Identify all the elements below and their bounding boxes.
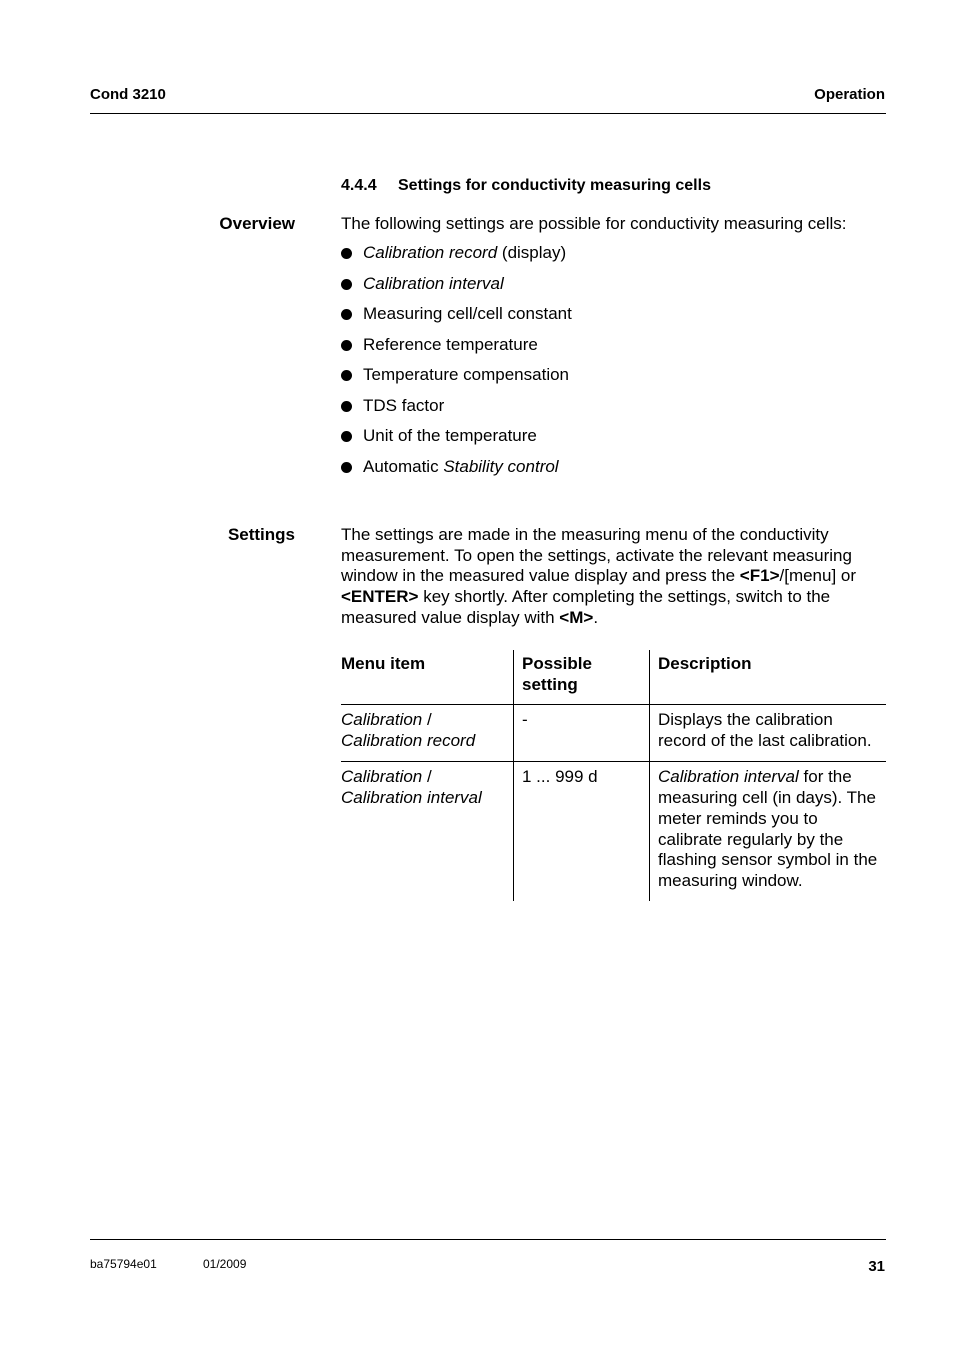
- list-item: Reference temperature: [341, 335, 572, 366]
- setting-cell: 1 ... 999 d: [514, 762, 650, 901]
- enter-key: <ENTER>: [341, 587, 419, 607]
- list-item: Automatic Stability control: [341, 457, 572, 488]
- header-rule: [90, 113, 886, 114]
- list-item: Unit of the temperature: [341, 426, 572, 457]
- settings-list: [341, 243, 572, 487]
- bullet-icon: [341, 340, 352, 351]
- menu-item-cell: Calibration / Calibration interval: [341, 762, 514, 901]
- list-item: TDS factor: [341, 396, 572, 427]
- running-header-chapter: Operation: [814, 86, 885, 103]
- description-cell: Calibration interval for the measuring cell (in days). The meter reminds you to calibrate regularly by the flashing sensor symbol in the measuring window.: [658, 767, 878, 890]
- footer-date: 01/2009: [203, 1257, 247, 1271]
- page-number: 31: [868, 1258, 885, 1275]
- list-item: Calibration record (display): [341, 243, 572, 274]
- overview-label: Overview: [219, 214, 295, 233]
- bullet-icon: [341, 462, 352, 473]
- bullet-icon: [341, 248, 352, 259]
- m-key: <M>: [559, 607, 594, 627]
- footer-rule: [90, 1239, 886, 1240]
- footer-document-id: ba75794e01: [90, 1257, 157, 1271]
- list-item: Calibration interval: [341, 274, 572, 305]
- menu-item-cell: Calibration / Calibration record: [341, 705, 514, 762]
- bullet-icon: [341, 309, 352, 320]
- bullet-icon: [341, 431, 352, 442]
- settings-table: [341, 650, 886, 901]
- f1-key: <F1>: [739, 566, 780, 586]
- section-number: 4.4.4: [341, 177, 377, 194]
- settings-paragraph: The settings are made in the measuring menu of the conductivity measurement. To open the settings, activate the relevant measuring window in the measured value display and press the <F1>/[menu] or <ENTER> key shortly. After completing the settings, switch to the measured value display with <M>.: [341, 525, 857, 627]
- column-header-menu-item: Menu item: [341, 650, 514, 705]
- bullet-icon: [341, 279, 352, 290]
- description-cell: Displays the calibration record of the last calibration.: [650, 705, 887, 762]
- section-heading: [341, 177, 711, 195]
- section-title: Settings for conductivity measuring cells: [398, 177, 711, 194]
- list-item: Measuring cell/cell constant: [341, 304, 572, 335]
- list-item: Temperature compensation: [341, 365, 572, 396]
- bullet-icon: [341, 401, 352, 412]
- table-row: [341, 762, 886, 901]
- running-header-product: Cond 3210: [90, 86, 166, 103]
- bullet-icon: [341, 370, 352, 381]
- column-header-description: Description: [650, 650, 887, 705]
- settings-label: Settings: [227, 525, 295, 544]
- column-header-possible-setting: Possible setting: [514, 650, 650, 705]
- overview-intro: The following settings are possible for conductivity measuring cells:: [341, 214, 847, 233]
- table-header-row: [341, 650, 886, 705]
- setting-cell: -: [514, 705, 650, 762]
- table-row: [341, 705, 886, 762]
